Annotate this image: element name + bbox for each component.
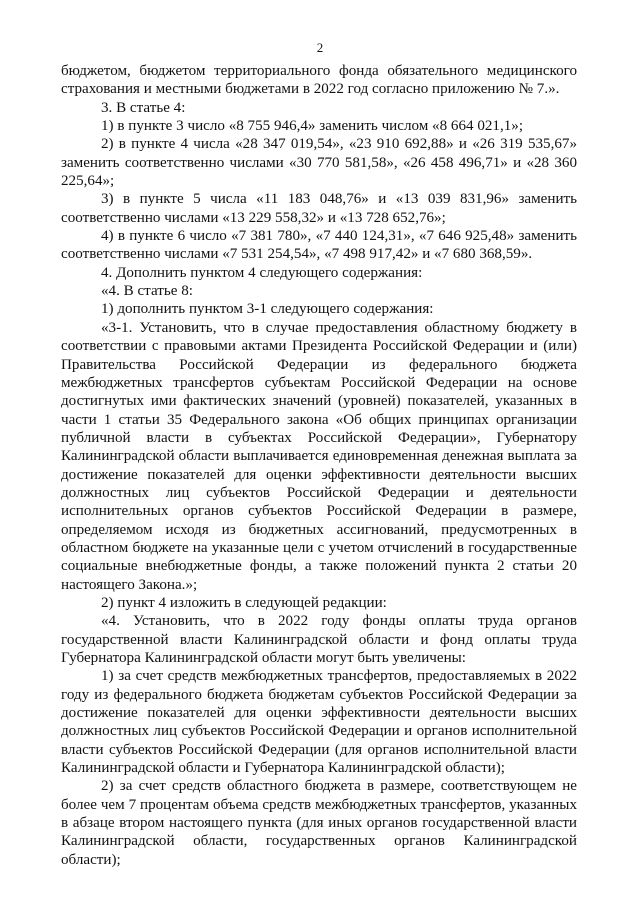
paragraph-article-8-item-2: 2) пункт 4 изложить в следующей редакции: bbox=[101, 594, 387, 611]
paragraph-point-4-heading: 4. Дополнить пунктом 4 следующего содержания: bbox=[101, 264, 423, 281]
paragraph-article-4-item-3: 3) в пункте 5 числа «11 183 048,76» и «13 039 831,96» заменить соответственно числами «13 229 558,32» и «13 728 652,76»; bbox=[61, 191, 577, 226]
page-number: 2 bbox=[316, 40, 324, 55]
paragraph-subpoint-1: 1) за счет средств межбюджетных трансфертов, предоставляемых в 2022 году из федерального бюджета бюджетам субъектов Российской Федерации за достижение показателей для оценки эффективности деятельности высших должностных лиц субъектов Российской Федерации и органов исполнительной власти субъектов Российской Федерации (для органов исполнительной власти Калининградской области и Губернатора Калининградской области); bbox=[61, 668, 577, 777]
paragraph-article-4-item-1: 1) в пункте 3 число «8 755 946,4» заменить числом «8 664 021,1»; bbox=[101, 118, 524, 135]
paragraph-article-8-item-1: 1) дополнить пунктом 3-1 следующего содержания: bbox=[101, 301, 434, 318]
paragraph-point-3-1: «3-1. Установить, что в случае предоставления областному бюджету в соответствии с правовыми актами Президента Российской Федерации и (или) Правительства Российской Федерации из федерального бюджета межбюджетных трансфертов субъектам Российской Федерации на основе достигнутых ими фактических значений (уровней) показателей, указанных в части 1 статьи 35 Федерального закона «Об общих принципах организации публичной власти в субъектах Российской Федерации», Губернатору Калининградской области выплачивается единовременная денежная выплата за достижение показателей для оценки эффективности деятельности высших должностных лиц субъектов Российской Федерации и деятельности исполнительных органов субъектов Российской Федерации в размере, определяемом исходя из бюджетных ассигнований, предусмотренных в областном бюджете на указанные цели с учетом отчислений в государственные социальные внебюджетные фонды, а также положений пункта 2 статьи 20 настоящего Закона.»; bbox=[61, 319, 577, 593]
paragraph-article-4-item-4: 4) в пункте 6 число «7 381 780», «7 440 124,31», «7 646 925,48» заменить соответственно числами «7 531 254,54», «7 498 917,42» и «7 680 368,59». bbox=[61, 228, 577, 263]
paragraph-subpoint-2: 2) за счет средств областного бюджета в размере, соответствующем не более чем 7 процентам объема средств межбюджетных трансфертов, указанных в абзаце втором настоящего пункта (для иных органов государственной власти Калининградской области, государственных органов Калининградской области); bbox=[61, 778, 577, 868]
paragraph-article-4-item-2: 2) в пункте 4 числа «28 347 019,54», «23 910 692,88» и «26 319 535,67» заменить соответственно числами «30 770 581,58», «26 458 496,71» и «28 360 225,64»; bbox=[61, 136, 577, 190]
paragraph-point-4-text: «4. Установить, что в 2022 году фонды оплаты труда органов государственной власти Калининградской области и фонд оплаты труда Губернатора Калининградской области могут быть увеличены: bbox=[61, 613, 577, 666]
paragraph-article-4-heading: 3. В статье 4: bbox=[101, 99, 186, 116]
document-body bbox=[61, 62, 577, 869]
paragraph-continuation: бюджетом, бюджетом территориального фонда обязательного медицинского страхования и местными бюджетами в 2022 год согласно приложению № 7.». bbox=[61, 63, 577, 98]
paragraph-article-8-heading: «4. В статье 8: bbox=[101, 283, 193, 300]
